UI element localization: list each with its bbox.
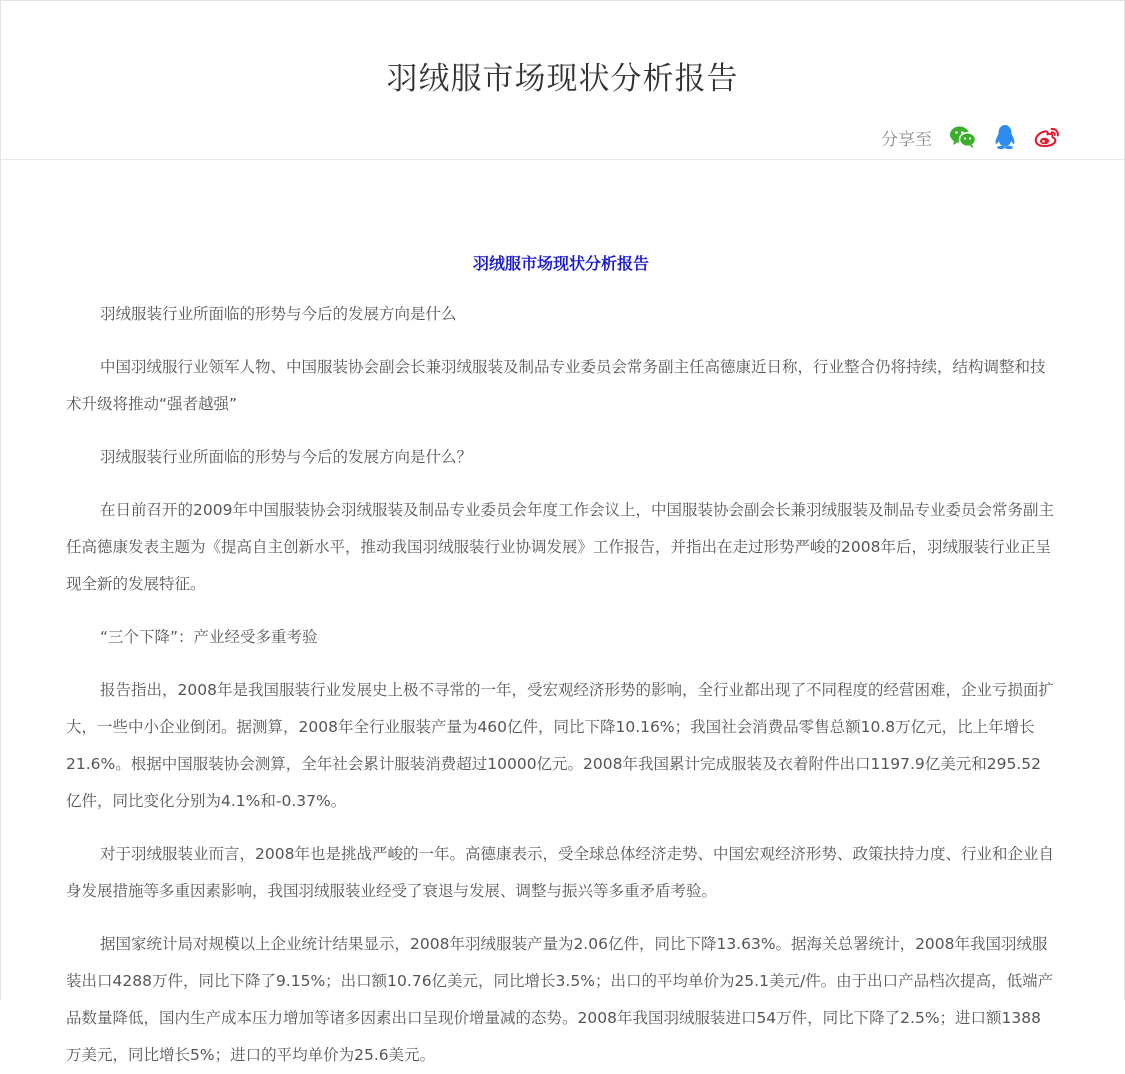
- share-bar: [881, 122, 1062, 152]
- paragraph: 羽绒服装行业所面临的形势与今后的发展方向是什么？: [100, 448, 473, 466]
- page-header: [1, 1, 1124, 160]
- paragraph: 对于羽绒服装业而言，2008年也是挑战严峻的一年。高德康表示，受全球总体经济走势、中国宏观经济形势、政策扶持力度、行业和企业自身发展措施等多重因素影响，我国羽绒服装业经受了衰退与发展、调整与振兴等多重矛盾考验。: [66, 845, 1054, 900]
- page-title: 羽绒服市场现状分析报告: [386, 61, 739, 97]
- wechat-icon[interactable]: [948, 122, 978, 152]
- paragraph: “三个下降”：产业经受多重考验: [100, 628, 318, 646]
- qq-icon[interactable]: [990, 122, 1020, 152]
- paragraph: 在日前召开的2009年中国服装协会羽绒服装及制品专业委员会年度工作会议上，中国服装协会副会长兼羽绒服装及制品专业委员会常务副主任高德康发表主题为《提高自主创新水平，推动我国羽绒服装行业协调发展》工作报告，并指出在走过形势严峻的2008年后，羽绒服装行业正呈现全新的发展特征。: [66, 501, 1054, 593]
- article-title: 羽绒服市场现状分析报告: [472, 254, 649, 273]
- share-label: 分享至: [881, 129, 932, 150]
- paragraph: 报告指出，2008年是我国服装行业发展史上极不寻常的一年，受宏观经济形势的影响，全行业都出现了不同程度的经营困难，企业亏损面扩大，一些中小企业倒闭。据测算，2008年全行业服装产量为460亿件，同比下降10.16%；我国社会消费品零售总额10.8万亿元，比上年增长21.6%。根据中国服装协会测算，全年社会累计服装消费超过10000亿元。2008年我国累计完成服装及衣着附件出口1197.9亿美元和295.52亿件，同比变化分别为4.1%和-0.37%。: [66, 681, 1054, 810]
- paragraph: 据国家统计局对规模以上企业统计结果显示，2008年羽绒服装产量为2.06亿件，同比下降13.63%。据海关总署统计，2008年我国羽绒服装出口4288万件，同比下降了9.15%；出口额10.76亿美元，同比增长3.5%；出口的平均单价为25.1美元/件。由于出口产品档次提高，低端产品数量降低，国内生产成本压力增加等诸多因素出口呈现价增量减的态势。2008年我国羽绒服装进口54万件，同比下降了2.5%；进口额1388万美元，同比增长5%；进口的平均单价为25.6美元。: [66, 935, 1054, 1064]
- article-body: [66, 241, 1056, 1074]
- paragraph: 中国羽绒服行业领军人物、中国服装协会副会长兼羽绒服装及制品专业委员会常务副主任高德康近日称，行业整合仍将持续，结构调整和技术升级将推动“强者越强”: [66, 358, 1046, 413]
- paragraph: 羽绒服装行业所面临的形势与今后的发展方向是什么: [100, 305, 457, 323]
- article-paragraphs: [66, 296, 1056, 1074]
- weibo-icon[interactable]: [1032, 122, 1062, 152]
